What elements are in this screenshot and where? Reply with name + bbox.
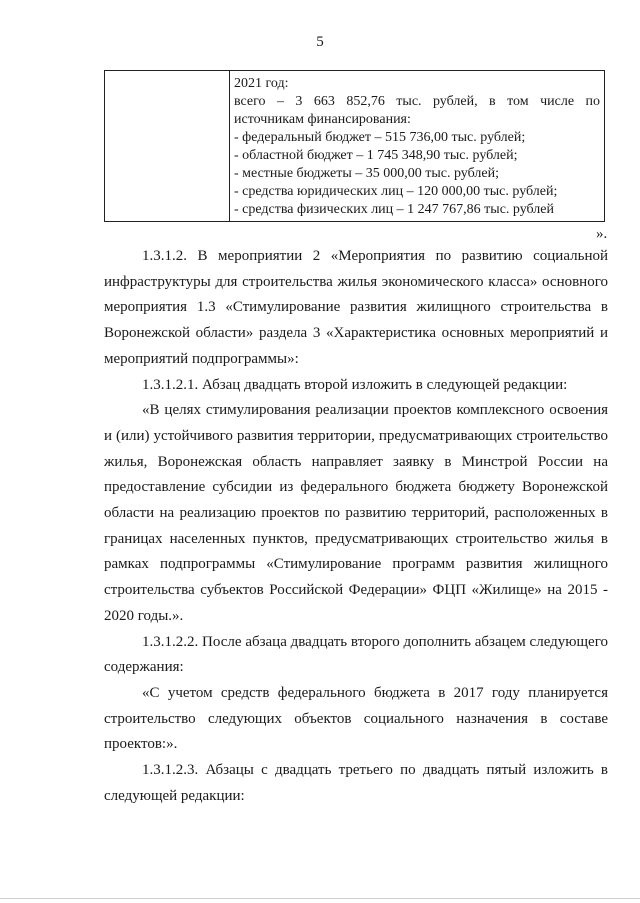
- table-line: - средства физических лиц – 1 247 767,86 тыс. рублей: [234, 202, 555, 217]
- table-cell-funding: [230, 71, 604, 221]
- funding-table: [104, 70, 605, 222]
- closing-quote: ».: [596, 226, 608, 242]
- table-line: - средства юридических лиц – 120 000,00 тыс. рублей;: [234, 184, 558, 199]
- page-number: 5: [316, 34, 324, 50]
- table-line: 2021 год:: [234, 76, 289, 91]
- paragraph: 1.3.1.2. В мероприятии 2 «Мероприятия по развитию социальной инфраструктуры для строительства жилья экономического класса» основного мероприятия 1.3 «Стимулирование развития жилищного строительства в Воронежской области» раздела 3 «Характеристика основных мероприятий и мероприятий подпрограммы»:: [104, 248, 608, 367]
- paragraph: 1.3.1.2.2. После абзаца двадцать второго дополнить абзацем следующего содержания:: [104, 633, 608, 676]
- document-body: [104, 244, 608, 809]
- paragraph: «С учетом средств федерального бюджета в 2017 году планируется строительство следующих объектов социального назначения в составе проектов:».: [104, 684, 608, 753]
- table-line: всего – 3 663 852,76 тыс. рублей, в том числе по: [234, 94, 600, 109]
- table-line: - местные бюджеты – 35 000,00 тыс. рублей;: [234, 166, 499, 181]
- table-cell-empty: [105, 71, 230, 221]
- table-line: источникам финансирования:: [234, 112, 411, 127]
- paragraph: «В целях стимулирования реализации проектов комплексного освоения и (или) устойчивого развития территории, предусматривающих строительство жилья, Воронежская область направляет заявку в Минстрой России на предоставление субсидии из федерального бюджета бюджету Воронежской области на реализацию проектов по развитию территорий, расположенных в границах населенных пунктов, предусматривающих строительство жилья в рамках подпрограммы «Стимулирование программ развития жилищного строительства субъектов Российской Федерации» ФЦП «Жилище» на 2015 - 2020 годы.».: [104, 402, 608, 624]
- paragraph: 1.3.1.2.3. Абзацы с двадцать третьего по двадцать пятый изложить в следующей редакции:: [104, 762, 608, 804]
- page-bottom-edge: [0, 898, 640, 899]
- paragraph: 1.3.1.2.1. Абзац двадцать второй изложить в следующей редакции:: [142, 376, 568, 393]
- table-line: - областной бюджет – 1 745 348,90 тыс. рублей;: [234, 148, 518, 163]
- table-line: - федеральный бюджет – 515 736,00 тыс. рублей;: [234, 130, 526, 145]
